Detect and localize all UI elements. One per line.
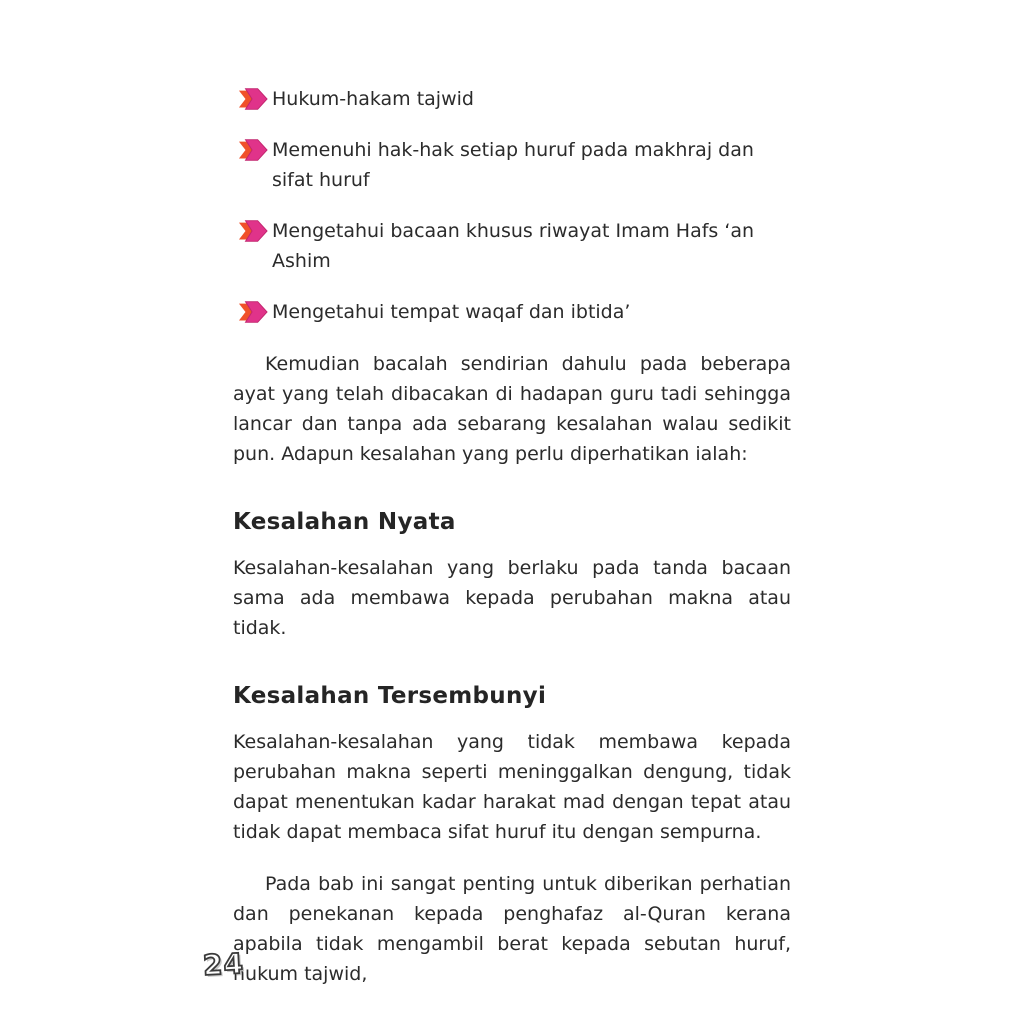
section-heading-kesalahan-tersembunyi: Kesalahan Tersembunyi [233, 683, 547, 709]
double-chevron-right-icon [238, 219, 268, 243]
closing-paragraph: Pada bab ini sangat penting untuk diberikan perhatian dan penekanan kepada penghafaz al-Quran kerana apabila tidak mengambil berat kepada sebutan huruf, hukum tajwid, [233, 873, 791, 985]
bullet-text: Mengetahui tempat waqaf dan ibtida’ [272, 301, 631, 323]
intro-paragraph: Kemudian bacalah sendirian dahulu pada beberapa ayat yang telah dibacakan di hadapan guru tadi sehingga lancar dan tanpa ada sebarang kesalahan walau sedikit pun. Adapun kesalahan yang perlu diperhatikan ialah: [233, 353, 791, 465]
section-heading-kesalahan-nyata: Kesalahan Nyata [233, 509, 456, 535]
bullet-item [233, 135, 791, 195]
bullet-item [233, 297, 791, 327]
page-content [233, 84, 791, 989]
double-chevron-right-icon [238, 300, 268, 324]
section-body-kesalahan-tersembunyi: Kesalahan-kesalahan yang tidak membawa kepada perubahan makna seperti meninggalkan dengung, tidak dapat menentukan kadar harakat mad dengan tepat atau tidak dapat membaca sifat huruf itu dengan sempurna. [233, 731, 791, 843]
double-chevron-right-icon [238, 87, 268, 111]
double-chevron-right-icon [238, 138, 268, 162]
bullet-text: Hukum-hakam tajwid [272, 88, 474, 110]
page-number: 24 [202, 946, 245, 983]
bullet-item [233, 84, 791, 114]
bullet-text: Mengetahui bacaan khusus riwayat Imam Hafs ‘an Ashim [272, 220, 755, 272]
bullet-text: Memenuhi hak-hak setiap huruf pada makhraj dan sifat huruf [272, 139, 754, 191]
bullet-item [233, 216, 791, 276]
section-body-kesalahan-nyata: Kesalahan-kesalahan yang berlaku pada tanda bacaan sama ada membawa kepada perubahan makna atau tidak. [233, 557, 791, 639]
